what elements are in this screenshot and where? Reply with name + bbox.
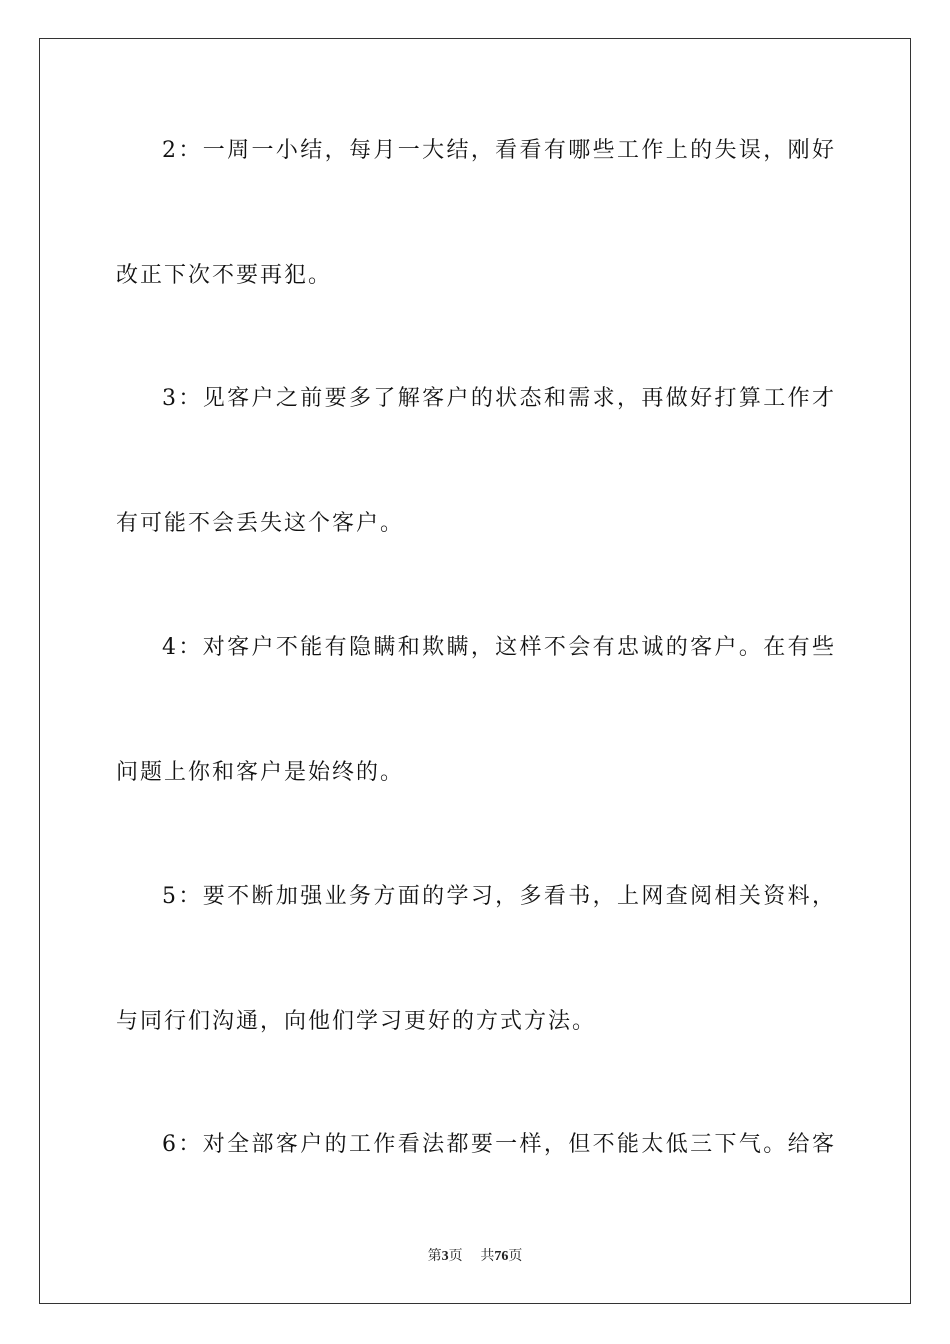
page-number: 3	[441, 1249, 449, 1264]
paragraph-2-line-2: 改正下次不要再犯。	[116, 263, 333, 288]
paragraph-6-line-1: 6：对全部客户的工作看法都要一样，但不能太低三下气。给客	[162, 1132, 836, 1157]
total-suffix: 页	[508, 1248, 523, 1264]
paragraph-2-line-1: 2：一周一小结，每月一大结，看看有哪些工作上的失误，刚好	[162, 138, 836, 163]
paragraph-3-line-2: 有可能不会丢失这个客户。	[116, 511, 405, 536]
page-frame	[39, 38, 911, 1304]
total-pages: 76	[494, 1249, 509, 1264]
page-suffix: 页	[448, 1248, 463, 1264]
paragraph-4-line-1: 4：对客户不能有隐瞒和欺瞒，这样不会有忠诚的客户。在有些	[162, 635, 836, 660]
paragraph-5-line-1: 5：要不断加强业务方面的学习，多看书，上网查阅相关资料，	[162, 884, 836, 909]
paragraph-4-line-2: 问题上你和客户是始终的。	[116, 760, 405, 785]
paragraph-3-line-1: 3：见客户之前要多了解客户的状态和需求，再做好打算工作才	[162, 386, 836, 411]
paragraph-5-line-2: 与同行们沟通，向他们学习更好的方式方法。	[116, 1009, 597, 1034]
page-prefix: 第	[427, 1248, 442, 1264]
total-prefix: 共	[480, 1248, 495, 1264]
page-footer	[0, 1246, 950, 1267]
